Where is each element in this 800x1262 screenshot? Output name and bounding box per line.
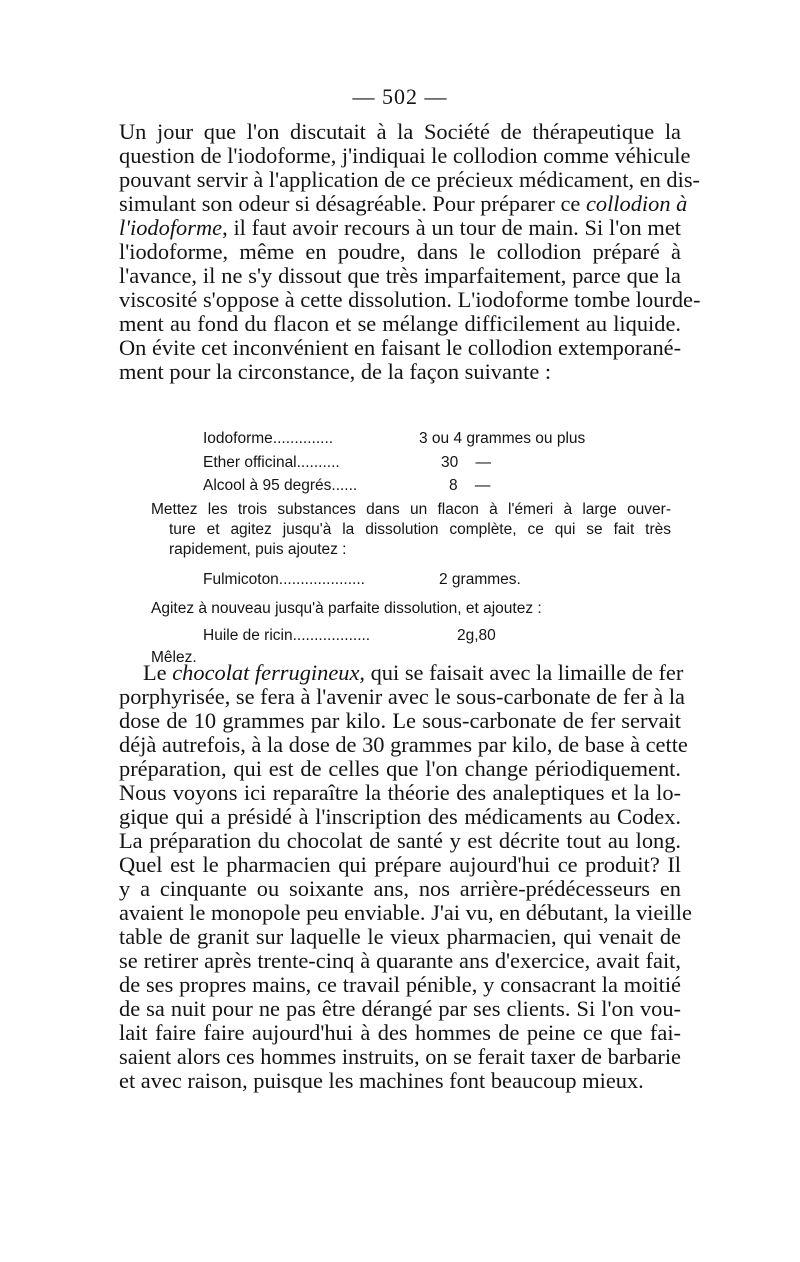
text-line: table de granit sur laquelle le vieux pharmacien, qui venait de	[119, 924, 681, 949]
text-line: saient alors ces hommes instruits, on se ferait taxer de barbarie	[119, 1044, 681, 1069]
text-line: avaient le monopole peu enviable. J'ai vu, en débutant, la vieille	[119, 900, 692, 925]
text-line: ment au fond du flacon et se mélange difficilement au liquide.	[119, 311, 681, 336]
ingredient-quantity: 3 ou 4 grammes ou plus	[419, 430, 586, 447]
text-line: Mettez les trois substances dans un flacon à l'émeri à large ouver-	[151, 501, 671, 518]
page-number: — 502 —	[352, 84, 448, 109]
text-segment: , il faut avoir recours à un tour de main. Si l'on met	[222, 215, 681, 240]
ingredient-quantity: 2 grammes.	[439, 571, 521, 588]
text-line: et avec raison, puisque les machines font beaucoup mieux.	[119, 1068, 644, 1093]
iodoform-paragraph	[119, 119, 701, 384]
text-line: dose de 10 grammes par kilo. Le sous-carbonate de fer servait	[119, 708, 681, 733]
text-line: porphyrisée, se fera à l'avenir avec le sous-carbonate de fer à la	[119, 684, 685, 709]
text-line: Quel est le pharmacien qui prépare aujourd'hui ce produit? Il	[119, 852, 681, 877]
text-line: lait faire faire aujourd'hui à des hommes de peine ce que fai-	[119, 1020, 681, 1045]
text-line: ment pour la circonstance, de la façon suivante :	[119, 359, 552, 384]
ingredient-quantity: 8 —	[449, 477, 491, 494]
ingredient-name: Iodoforme..............	[203, 430, 334, 447]
text-line: viscosité s'oppose à cette dissolution. L'iodoforme tombe lourde-	[119, 287, 701, 312]
text-segment: qui se faisait avec la limaille de fer	[370, 660, 684, 685]
text-line: l'iodoforme, même en poudre, dans le collodion préparé à	[119, 239, 681, 264]
chocolat-paragraph	[119, 660, 692, 1093]
instruction-mix	[151, 500, 671, 560]
ingredient-name: Huile de ricin..................	[203, 627, 371, 644]
ingredient-quantity: 2g,80	[457, 627, 496, 644]
text-line: de sa nuit pour ne pas être dérangé par ses clients. Si l'on vou-	[119, 996, 681, 1021]
text-line: y a cinquante ou soixante ans, nos arrière-prédécesseurs en	[119, 876, 681, 901]
text-line	[119, 660, 684, 685]
ingredient-name: Fulmicoton....................	[203, 571, 365, 588]
text-line: l'avance, il ne s'y dissout que très imparfaitement, parce que la	[119, 263, 681, 288]
ingredient-name: Ether officinal..........	[203, 454, 340, 471]
text-line: Mêlez.	[151, 649, 197, 666]
text-line: rapidement, puis ajoutez :	[169, 541, 347, 558]
italic-term: chocolat ferrugineux,	[172, 660, 365, 685]
text-line: déjà autrefois, à la dose de 30 grammes par kilo, de base à cette	[119, 732, 688, 757]
ingredient-name: Alcool à 95 degrés......	[203, 477, 358, 494]
text-line: Nous voyons ici reparaître la théorie des analeptiques et la lo-	[119, 780, 681, 805]
text-line: de ses propres mains, ce travail pénible, y consacrant la moitié	[119, 972, 681, 997]
text-line: Agitez à nouveau jusqu'à parfaite dissolution, et ajoutez :	[151, 600, 542, 617]
text-line	[119, 191, 688, 216]
text-segment: Le	[143, 660, 167, 685]
ingredient-quantity: 30 —	[441, 454, 491, 471]
text-line	[119, 216, 681, 240]
text-line: ture et agitez jusqu'à la dissolution complète, ce qui se fait très	[169, 521, 671, 538]
text-line: On évite cet inconvénient en faisant le collodion extemporané-	[119, 335, 682, 360]
text-line: gique qui a présidé à l'inscription des médicaments au Codex.	[119, 804, 681, 829]
text-line: pouvant servir à l'application de ce précieux médicament, en dis-	[119, 167, 700, 192]
text-line: Un jour que l'on discutait à la Société de thérapeutique la	[119, 119, 681, 144]
italic-term: l'iodoforme	[119, 215, 223, 240]
text-line: question de l'iodoforme, j'indiquai le collodion comme véhicule	[119, 143, 691, 168]
text-line: La préparation du chocolat de santé y est décrite tout au long.	[119, 828, 681, 853]
italic-term: collodion à	[585, 191, 688, 216]
text-line: se retirer après trente-cinq à quarante ans d'exercice, avait fait,	[119, 948, 681, 973]
text-segment: simulant son odeur si désagréable. Pour préparer ce	[119, 191, 581, 216]
text-line: préparation, qui est de celles que l'on change périodiquement.	[119, 756, 681, 781]
